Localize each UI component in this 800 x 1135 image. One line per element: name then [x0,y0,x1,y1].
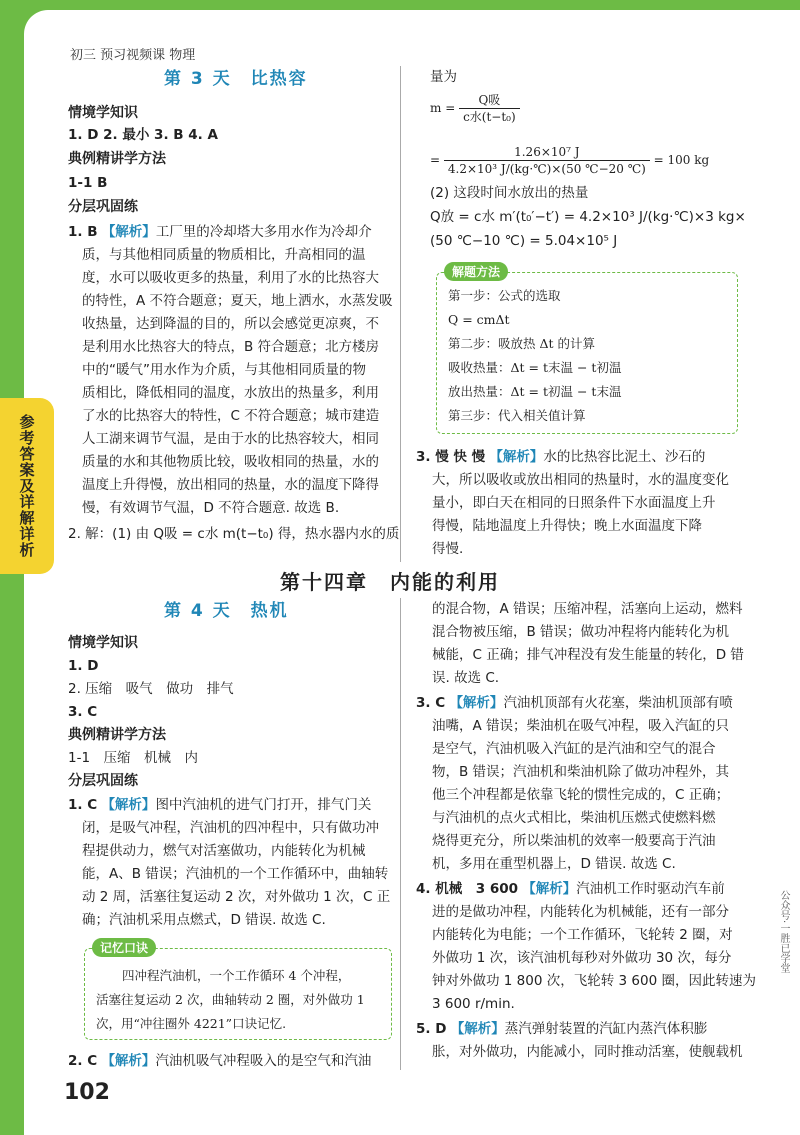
box-line: 吸收热量：Δt = t末温 − t初温 [448,360,622,375]
question-number: 3. C [416,695,446,711]
answer-line: 1. D [68,658,99,674]
section-heading: 情境学知识 [68,635,138,651]
day3-title: 第 3 天 比热容 [164,69,308,89]
question-number: 4. 机械 3 600 [416,881,518,897]
column-divider-2 [400,598,401,1070]
question-number: 1. B [68,224,98,240]
text-line: 误. 故选 C. [432,670,500,686]
side-note: 公众号·一胜已学堂 [778,890,789,974]
numerator: 1.26×10⁷ J [444,144,650,161]
text-line: 械能，C 正确；排气冲程没有发生能量的转化，D 错 [432,647,744,663]
formula-mass [430,92,520,125]
text-line: 进的是做功冲程，内能转化为机械能，还有一部分 [432,904,729,920]
text-line: 程提供动力，燃气对活塞做功，内能转化为机械 [82,843,366,859]
text-line: 中的“暖气”用水作为介质，与其他相同质量的物 [82,362,366,378]
analysis-tag: 【解析】 [489,449,544,465]
text-line: 慢，有效调节气温，D 不符合题意. 故选 B. [82,500,340,516]
box-line: 活塞往复运动 2 次，曲轴转动 2 圈，对外做功 1 [96,992,365,1007]
text-line: 水的比热容比泥土、沙石的 [543,449,706,465]
text-line: (2) 这段时间水放出的热量 [430,185,589,201]
answer-line: 1-1 B [68,175,108,191]
section-heading: 情境学知识 [68,105,138,121]
text-line: 得慢，陆地温度上升得快；晚上水面温度下降 [432,518,702,534]
denominator: c水(t−t₀) [463,110,516,124]
answer-line: 1-1 压缩 机械 内 [68,750,199,766]
text-line: 能，A、B 错误；汽油机的一个工作循环中，曲轴转 [82,866,389,882]
text-line: 质，与其他相同质量的物质相比，升高相同的温 [82,247,366,263]
text-line: 闭，是吸气冲程，汽油机的四冲程中，只有做功冲 [82,820,379,836]
answer-line: 3. C [68,704,98,720]
text-line: 量为 [430,69,457,85]
text-line: 是空气，汽油机吸入汽缸的是汽油和空气的混合 [432,741,716,757]
text-line: 的混合物，A 错误；压缩冲程，活塞向上运动，燃料 [432,601,743,617]
text-line: 确；汽油机采用点燃式，D 错误. 故选 C. [82,912,326,928]
text-line: 大，所以吸收或放出相同的热量时，水的温度变化 [432,472,729,488]
analysis-tag: 【解析】 [522,881,577,897]
side-tab-label: 参考答案及详解详析 [17,414,36,558]
question-number: 3. 慢 快 慢 [416,449,486,465]
analysis-tag: 【解析】 [449,695,504,711]
answer-line: 1. D 2. 最小 3. B 4. A [68,127,218,143]
section-heading: 分层巩固练 [68,773,138,789]
text-line: 汽油机顶部有火花塞，柴油机顶部有喷 [503,695,733,711]
text-line: 汽油机工作时驱动汽车前 [576,881,725,897]
text-line: 混合物被压缩，B 错误；做功冲程将内能转化为机 [432,624,730,640]
formula-lhs: m = [430,101,456,115]
text-line: 图中汽油机的进气门打开，排气门关 [155,797,372,813]
text-line: 汽油机吸气冲程吸入的是空气和汽油 [155,1053,372,1069]
analysis-tag: 【解析】 [101,1053,156,1069]
question-3 [416,446,705,469]
formula-result [430,144,709,177]
text-line: Q放 = c水 m′(t₀′−t′) = 4.2×10³ J/(kg·℃)×3 kg× [430,209,746,225]
text-line: 与汽油机的点火式相比，柴油机压燃式使燃料燃 [432,810,716,826]
text-line: 了水的比热容大的特性，C 不符合题意；城市建造 [82,408,380,424]
box-line: 第一步：公式的选取 [448,288,561,303]
memory-box-label: 记忆口诀 [92,938,156,957]
question-2: 2. 解：(1) 由 Q吸 = c水 m(t−t₀) 得，热水器内水的质 [68,526,400,542]
analysis-tag: 【解析】 [101,224,156,240]
section-heading: 分层巩固练 [68,199,138,215]
column-divider [400,66,401,562]
text-line: 度，水可以吸收更多的热量，利用了水的比热容大 [82,270,379,286]
text-line: 量小，即白天在相同的日照条件下水面温度上升 [432,495,716,511]
box-line: 次，用“冲往圈外 4221”口诀记忆. [96,1016,287,1031]
numerator: Q吸 [459,92,520,109]
page-header: 初三 预习视频课 物理 [70,48,196,63]
text-line: 机，多用在重型机器上，D 错误. 故选 C. [432,856,676,872]
text-line: 质相比，降低相同的温度，水放出的热量多，利用 [82,385,379,401]
section-heading: 典例精讲学方法 [68,151,166,167]
section-heading: 典例精讲学方法 [68,727,166,743]
question-1 [68,794,371,817]
question-3 [416,692,733,715]
text-line: 油嘴，A 错误；柴油机在吸气冲程，吸入汽缸的只 [432,718,730,734]
chapter-title: 第十四章 内能的利用 [280,570,500,594]
question-number: 2. C [68,1053,98,1069]
fraction [459,92,520,125]
text-line: 钟对外做功 1 800 次，飞轮转 3 600 圈，因此转速为 [432,973,756,989]
text-line: 的特性，A 不符合题意；夏天，地上洒水，水蒸发吸 [82,293,393,309]
question-number: 5. D [416,1021,447,1037]
text-line: 质量的水和其他物质比较，吸收相同的热量，水的 [82,454,379,470]
analysis-tag: 【解析】 [101,797,156,813]
question-1 [68,221,372,244]
text-line: (50 ℃−10 ℃) = 5.04×10⁵ J [430,233,618,249]
text-line: 胀，对外做功，内能减小，同时推动活塞，使舰载机 [432,1044,743,1060]
box-line: 四冲程汽油机，一个工作循环 4 个冲程， [122,968,351,983]
text-line: 3 600 r/min. [432,996,515,1012]
text-line: 外做功 1 次，该汽油机每秒对外做功 30 次，每分 [432,950,732,966]
answer-line: 2. 压缩 吸气 做功 排气 [68,681,234,697]
text-line: 收热量，达到降温的目的，所以会感觉更凉爽，不 [82,316,379,332]
box-line: Q = cmΔt [448,312,510,327]
text-line: 人工湖来调节气温，是由于水的比热容较大，相同 [82,431,379,447]
box-line: 第三步：代入相关值计算 [448,408,586,423]
question-2 [68,1050,371,1073]
text-line: 工厂里的冷却塔大多用水作为冷却介 [155,224,372,240]
page-number: 102 [64,1080,110,1105]
box-line: 第二步：吸放热 Δt 的计算 [448,336,595,351]
analysis-tag: 【解析】 [450,1021,505,1037]
text-line: 温度上升得慢，放出相同的热量，水的温度下降得 [82,477,379,493]
text-line: 是利用水比热容大的特点，B 符合题意；北方楼房 [82,339,380,355]
text-line: 他三个冲程都是依靠飞轮的惯性完成的，C 正确； [432,787,730,803]
box-line: 放出热量：Δt = t初温 − t末温 [448,384,622,399]
eq-result: = 100 kg [653,153,710,167]
day4-title: 第 4 天 热机 [164,601,289,621]
method-box-label: 解题方法 [444,262,508,281]
text-line: 蒸汽弹射装置的汽缸内蒸汽体积膨 [504,1021,708,1037]
text-line: 物，B 错误；汽油机和柴油机除了做功冲程外，其 [432,764,730,780]
text-line: 烧得更充分，所以柴油机的效率一般要高于汽油 [432,833,716,849]
question-4 [416,878,725,901]
text-line: 动 2 周，活塞往复运动 2 次，对外做功 1 次，C 正 [82,889,391,905]
eq-prefix: = [430,153,441,167]
text-line: 得慢. [432,541,464,557]
denominator: 4.2×10³ J/(kg·℃)×(50 ℃−20 ℃) [447,162,646,176]
side-tab[interactable] [0,398,54,574]
fraction [444,144,650,177]
question-5 [416,1018,707,1041]
text-line: 内能转化为电能；一个工作循环，飞轮转 2 圈，对 [432,927,733,943]
question-number: 1. C [68,797,98,813]
